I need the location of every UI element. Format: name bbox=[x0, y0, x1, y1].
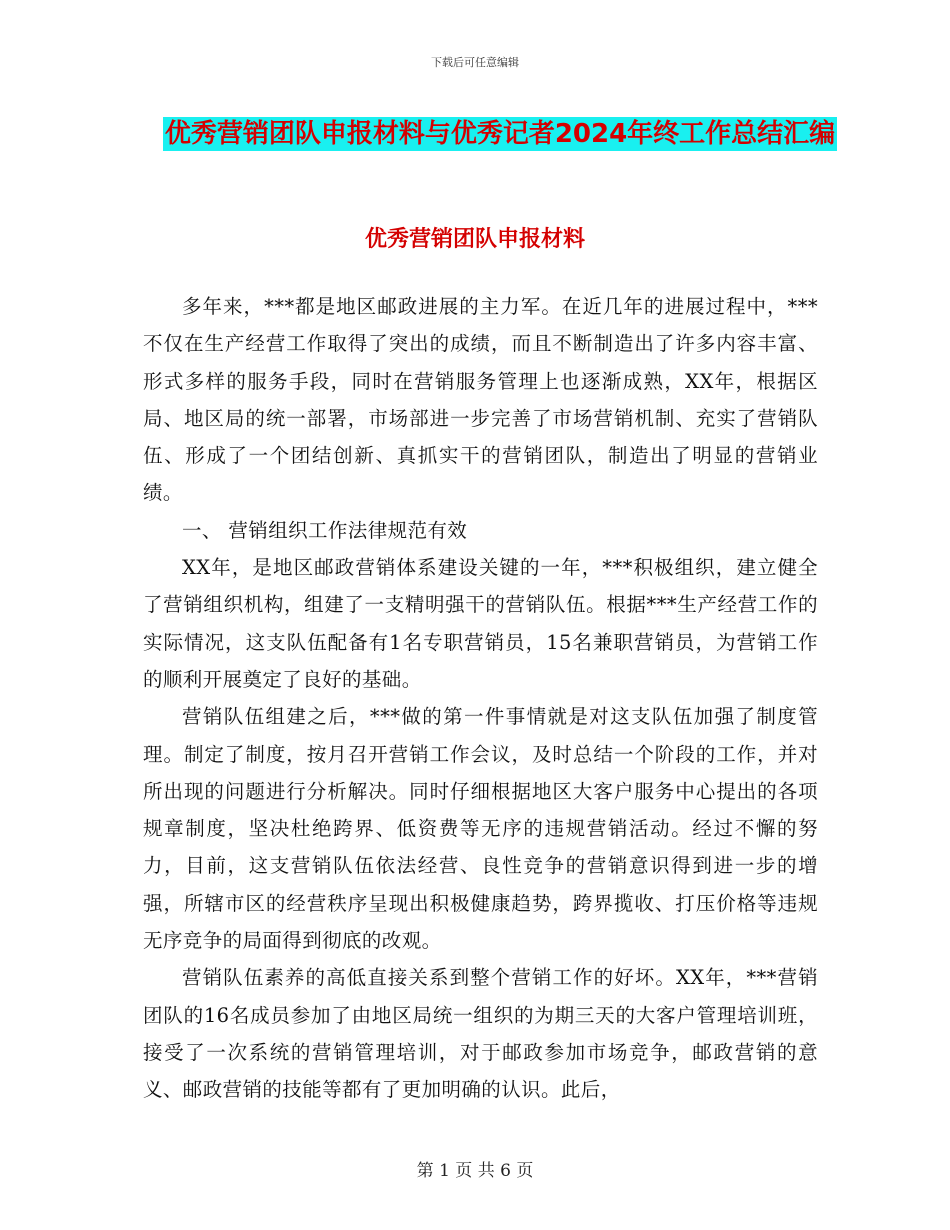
section-title: 优秀营销团队申报材料 bbox=[364, 227, 585, 252]
body-text bbox=[143, 288, 818, 1109]
paragraph: XX年，是地区邮政营销体系建设关键的一年，***积极组织，建立健全了营销组织机构，组建了一支精明强干的营销队伍。根据***生产经营工作的实际情况，这支队伍配备有1名专职营销员，15名兼职营销员，为营销工作的顺利开展奠定了良好的基础。 bbox=[143, 556, 818, 691]
header-note: 下载后可任意编辑 bbox=[431, 56, 519, 69]
page-footer: 第 1 页 共 6 页 bbox=[416, 1161, 534, 1181]
document-title bbox=[150, 112, 850, 156]
paragraph: 多年来，***都是地区邮政进展的主力军。在近几年的进展过程中，***不仅在生产经营工作取得了突出的成绩，而且不断制造出了许多内容丰富、形式多样的服务手段，同时在营销服务管理上也逐渐成熟，XX年，根据区局、地区局的统一部署，市场部进一步完善了市场营销机制、充实了营销队伍、形成了一个团结创新、真抓实干的营销团队，制造出了明显的营销业绩。 bbox=[143, 295, 818, 505]
paragraph-heading: 一、 营销组织工作法律规范有效 bbox=[182, 518, 468, 542]
paragraph: 营销队伍组建之后，***做的第一件事情就是对这支队伍加强了制度管理。制定了制度，按月召开营销工作会议，及时总结一个阶段的工作，并对所出现的问题进行分析解决。同时仔细根据地区大客户服务中心提出的各项规章制度，坚决杜绝跨界、低资费等无序的违规营销活动。经过不懈的努力，目前，这支营销队伍依法经营、良性竞争的营销意识得到进一步的增强，所辖市区的经营秩序呈现出积极健康趋势，跨界揽收、打压价格等违规无序竞争的局面得到彻底的改观。 bbox=[143, 705, 818, 953]
document-title-text: 优秀营销团队申报材料与优秀记者2024年终工作总结汇编 bbox=[164, 119, 836, 149]
paragraph: 营销队伍素养的高低直接关系到整个营销工作的好坏。XX年，***营销团队的16名成员参加了由地区局统一组织的为期三天的大客户管理培训班，接受了一次系统的营销管理培训，对于邮政参加市场竞争，邮政营销的意义、邮政营销的技能等都有了更加明确的认识。此后， bbox=[143, 966, 818, 1102]
